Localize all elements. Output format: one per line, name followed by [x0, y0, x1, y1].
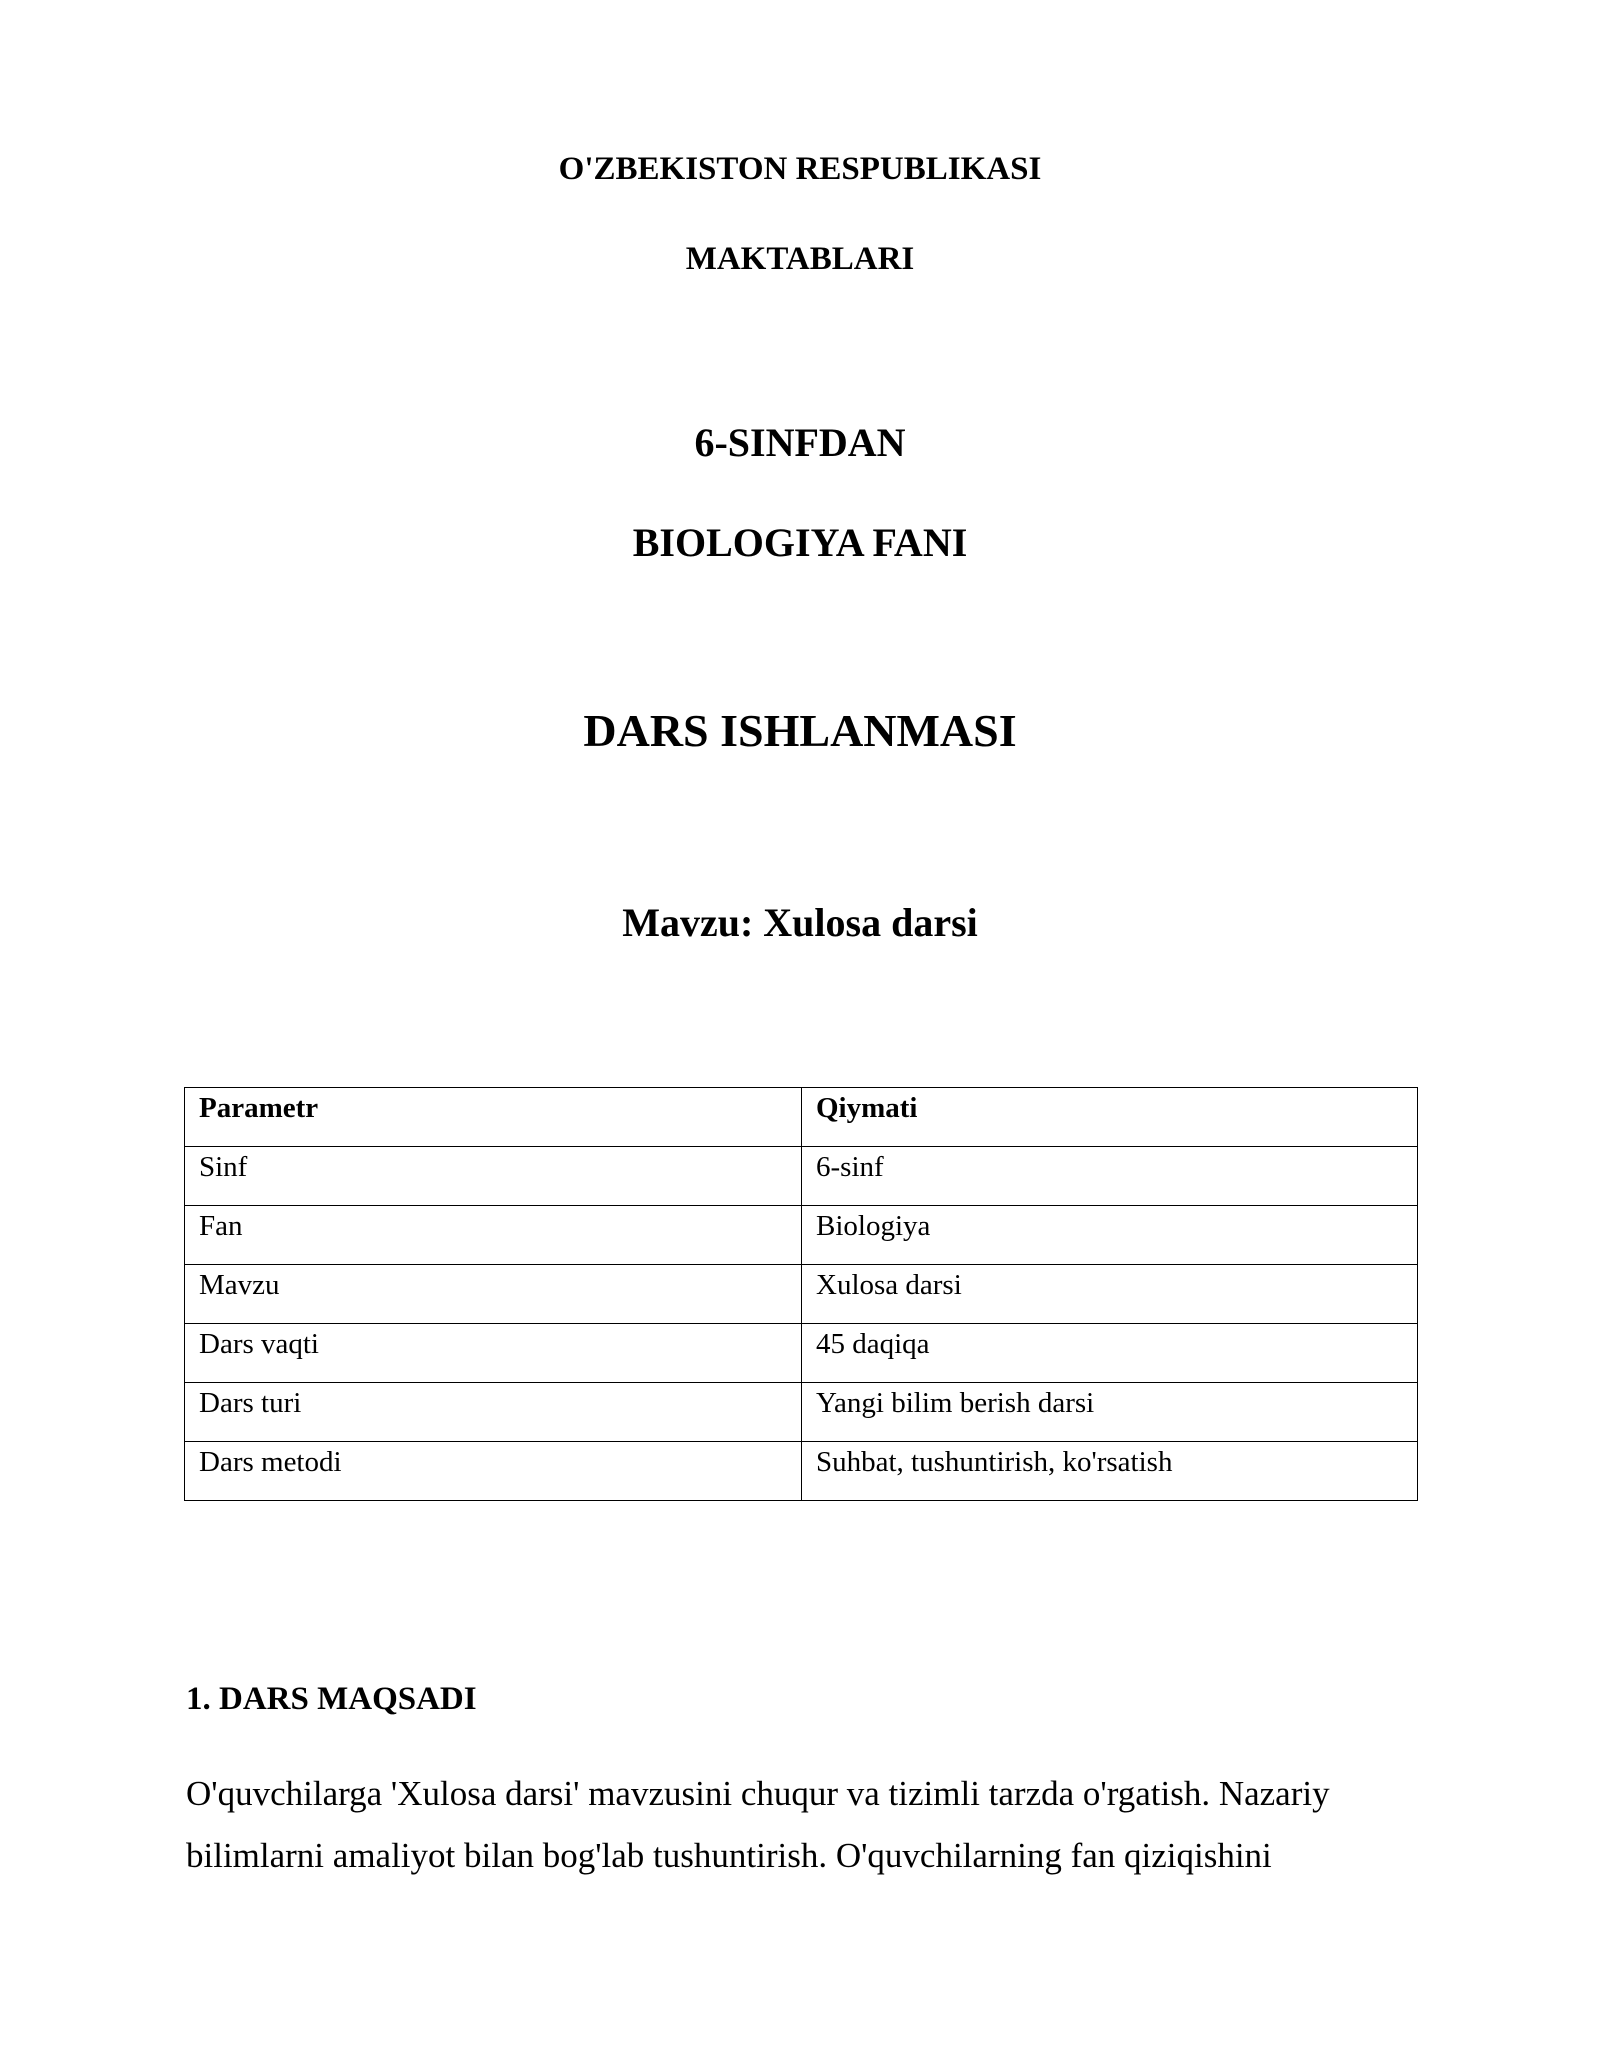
body-paragraph — [186, 1763, 1436, 1887]
schools-heading: MAKTABLARI — [685, 241, 915, 277]
grade-heading: 6-SINFDAN — [694, 420, 906, 465]
table-cell: 45 daqiqa — [802, 1324, 1418, 1383]
table-row — [185, 1206, 1418, 1265]
table-cell: Mavzu — [185, 1265, 802, 1324]
table-header-cell: Qiymati — [802, 1088, 1418, 1147]
topic-heading: Mavzu: Xulosa darsi — [622, 900, 978, 945]
table-cell: Suhbat, tushuntirish, ko'rsatish — [802, 1442, 1418, 1501]
table-row — [185, 1383, 1418, 1442]
paragraph-line: O'quvchilarga 'Xulosa darsi' mavzusini chuqur va tizimli tarzda o'rgatish. Nazariy — [186, 1774, 1330, 1813]
table-cell: Dars vaqti — [185, 1324, 802, 1383]
table-cell: Dars metodi — [185, 1442, 802, 1501]
table-row — [185, 1324, 1418, 1383]
table-row — [185, 1147, 1418, 1206]
lesson-parameters-table — [184, 1087, 1418, 1501]
subject-heading: BIOLOGIYA FANI — [632, 520, 968, 565]
table-header-row — [185, 1088, 1418, 1147]
table-cell: Biologiya — [802, 1206, 1418, 1265]
table-cell: Fan — [185, 1206, 802, 1265]
table-header-cell: Parametr — [185, 1088, 802, 1147]
paragraph-line: bilimlarni amaliyot bilan bog'lab tushuntirish. O'quvchilarning fan qiziqishini — [186, 1836, 1272, 1875]
section-heading: 1. DARS MAQSADI — [186, 1681, 477, 1717]
table-cell: Xulosa darsi — [802, 1265, 1418, 1324]
table-cell: Yangi bilim berish darsi — [802, 1383, 1418, 1442]
country-heading: O'ZBEKISTON RESPUBLIKASI — [558, 151, 1042, 187]
table-cell: 6-sinf — [802, 1147, 1418, 1206]
table-cell: Dars turi — [185, 1383, 802, 1442]
table-row — [185, 1442, 1418, 1501]
table-row — [185, 1265, 1418, 1324]
table-cell: Sinf — [185, 1147, 802, 1206]
document-title: DARS ISHLANMASI — [583, 705, 1017, 756]
